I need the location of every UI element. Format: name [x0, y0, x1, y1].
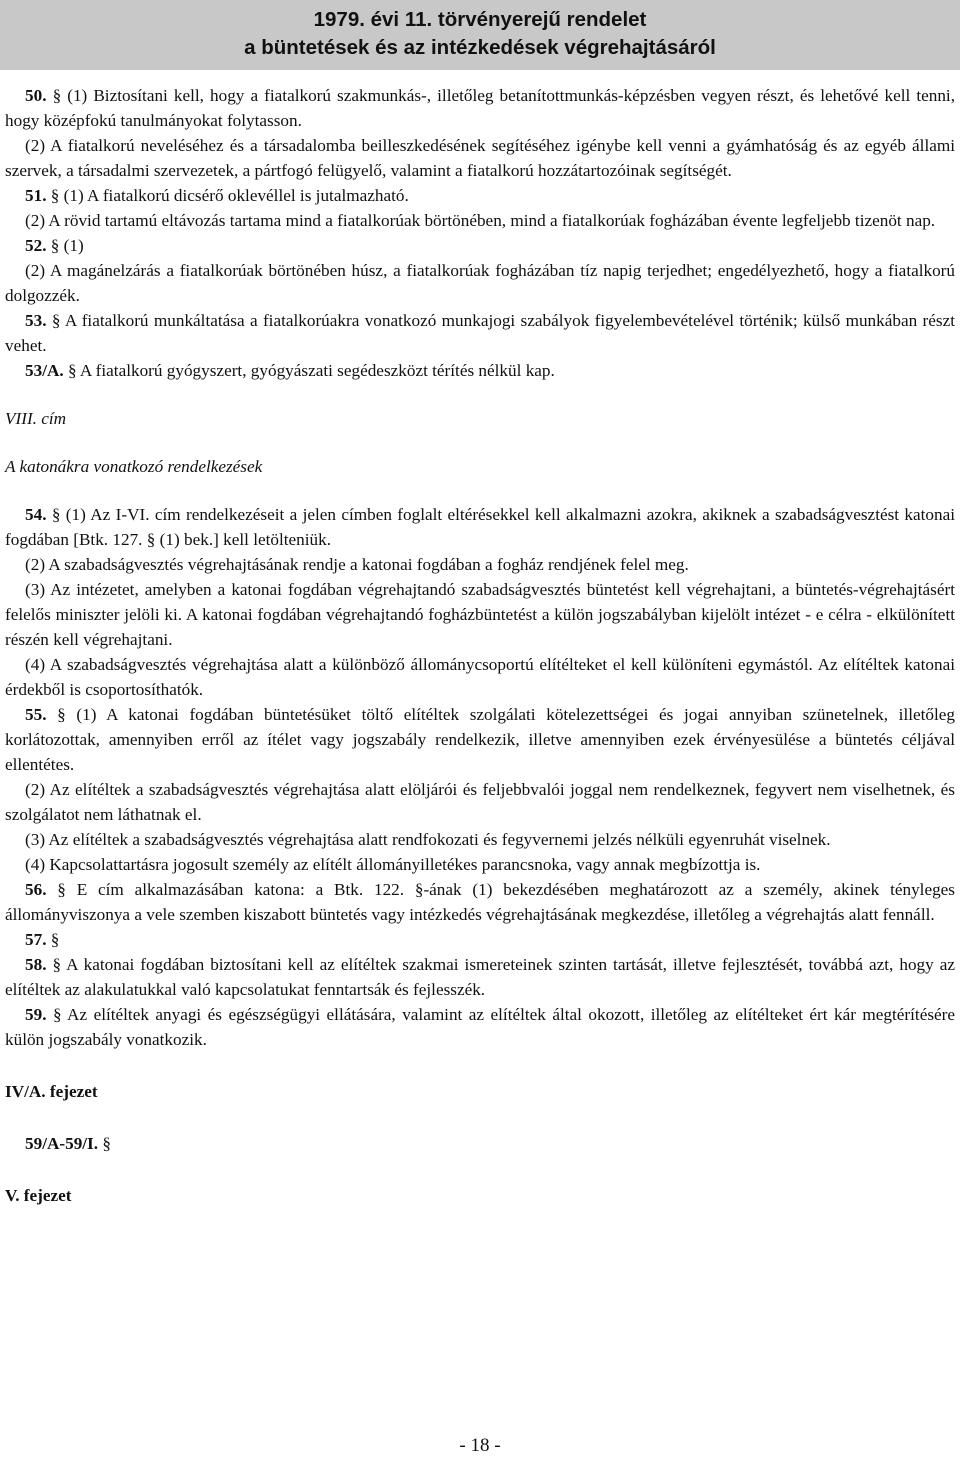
section-number: 57. [25, 930, 47, 949]
paragraph-52 [5, 233, 955, 258]
paragraph-59a-59i [5, 1131, 955, 1156]
section-number: 53. [25, 311, 47, 330]
paragraph-59 [5, 1002, 955, 1052]
section-number: 56. [25, 880, 47, 899]
paragraph-54 [5, 502, 955, 552]
section-number: 54. [25, 505, 47, 524]
paragraph-text: § Az elítéltek anyagi és egészségügyi ellátására, valamint az elítéltek által okozott, illetőleg az elítélteket ért kár megtérítésére külön jogszabály vonatkozik. [5, 1005, 955, 1049]
paragraph-52-2: (2) A magánelzárás a fiatalkorúak börtönében húsz, a fiatalkorúak fogházában tíz napig terjedhet; engedélyezhető, hogy a fiatalkorú dolgozzék. [5, 261, 955, 305]
paragraph-text: § A fiatalkorú munkáltatása a fiatalkorúakra vonatkozó munkajogi szabályok figyelembevételével történik; külső munkában részt vehet. [5, 311, 955, 355]
paragraph-55-2: (2) Az elítéltek a szabadságvesztés végrehajtása alatt elöljárói és feljebbvalói joggal nem rendelkeznek, fegyvert nem viselhetnek, és szolgálatot nem láthatnak el. [5, 780, 955, 824]
chapter-v-heading: V. fejezet [5, 1186, 72, 1205]
paragraph-54-3: (3) Az intézetet, amelyben a katonai fogdában végrehajtandó szabadságvesztés büntetést kell végrehajtani, a büntetés-végrehajtásért felelős miniszter jelöli ki. A katonai fogdában végrehajtandó fogházbüntetést a külön jogszabályban kijelölt intézet - e célra - elkülönített részén kell végrehajtani. [5, 580, 955, 649]
paragraph-text: § [50, 930, 60, 949]
paragraph-53 [5, 308, 955, 358]
paragraph-57 [5, 927, 955, 952]
document-header [0, 0, 960, 70]
paragraph-text: § [102, 1134, 111, 1153]
paragraph-text: § (1) [50, 236, 84, 255]
paragraph-54-4: (4) A szabadságvesztés végrehajtása alatt a különböző állománycsoportú elítélteket el kell különíteni egymástól. Az elítéltek katonai érdekből is csoportosíthatók. [5, 655, 955, 699]
paragraph-51 [5, 183, 955, 208]
paragraph-55 [5, 702, 955, 777]
paragraph-53a [5, 358, 955, 383]
section-number: 50. [25, 86, 47, 105]
paragraph-text: § (1) A fiatalkorú dicsérő oklevéllel is jutalmazható. [50, 186, 409, 205]
section-number: 59/A-59/I. [25, 1134, 99, 1153]
paragraph-50-2: (2) A fiatalkorú neveléséhez és a társadalomba beilleszkedésének segítéséhez igénybe kell venni a gyámhatóság és az egyéb állami szervek, a társadalmi szervezetek, a pártfogó felügyelő, valamint a fiatalkorú hozzátartozóinak segítségét. [5, 136, 955, 180]
paragraph-55-4: (4) Kapcsolattartásra jogosult személy az elítélt állományilletékes parancsnoka, vagy annak megbízottja is. [25, 855, 761, 874]
paragraph-51-2: (2) A rövid tartamú eltávozás tartama mind a fiatalkorúak börtönében, mind a fiatalkorúak fogházában évente legfeljebb tizenöt nap. [25, 211, 936, 230]
section-number: 51. [25, 186, 47, 205]
paragraph-56 [5, 877, 955, 927]
header-title-line-1: 1979. évi 11. törvényerejű rendelet [313, 8, 647, 31]
paragraph-text: § A fiatalkorú gyógyszert, gyógyászati segédeszközt térítés nélkül kap. [67, 361, 555, 380]
document-body [5, 83, 955, 1208]
page-number: - 18 - [459, 1435, 501, 1456]
section-number: 58. [25, 955, 47, 974]
paragraph-54-2: (2) A szabadságvesztés végrehajtásának rendje a katonai fogdában a fogház rendjének felel meg. [25, 555, 689, 574]
chapter-iv-a-heading: IV/A. fejezet [5, 1082, 98, 1101]
section-viii-label: VIII. cím [5, 409, 67, 428]
paragraph-55-3: (3) Az elítéltek a szabadságvesztés végrehajtása alatt rendfokozati és fegyvernemi jelzés nélküli egyenruhát viselnek. [25, 830, 831, 849]
paragraph-text: § (1) Biztosítani kell, hogy a fiatalkorú szakmunkás-, illetőleg betanítottmunkás-képzésben vegyen részt, és lehetővé kell tenni, hogy középfokú tanulmányokat folytasson. [5, 86, 956, 130]
section-number: 52. [25, 236, 47, 255]
paragraph-58 [5, 952, 955, 1002]
header-title-line-2: a büntetések és az intézkedések végrehajtásáról [244, 36, 716, 59]
paragraph-text: § A katonai fogdában biztosítani kell az elítéltek szakmai ismereteinek szinten tartását, illetve fejlesztését, továbbá azt, hogy az elítéltek az alakulatukkal való kapcsolatukat fenntartsák és fejlesszék. [5, 955, 956, 999]
paragraph-50 [5, 83, 955, 133]
section-number: 55. [25, 705, 47, 724]
section-number: 59. [25, 1005, 47, 1024]
section-number: 53/A. [25, 361, 64, 380]
paragraph-text: § (1) Az I-VI. cím rendelkezéseit a jelen címben foglalt eltérésekkel kell alkalmazni azokra, akiknek a szabadságvesztést katonai fogdában [Btk. 127. § (1) bek.] kell letölteniük. [5, 505, 955, 549]
paragraph-text: § (1) A katonai fogdában büntetésüket töltő elítéltek szolgálati kötelezettségei és jogai annyiban szünetelnek, illetőleg korlátozottak, amennyiben erről az ítélet vagy jogszabály rendelkezik, illetve amennyiben ezek érvényesülése a büntetés céljával ellentétes. [5, 705, 956, 774]
paragraph-text: § E cím alkalmazásában katona: a Btk. 122. §-ának (1) bekezdésében meghatározott az a személy, akinek tényleges állományviszonya a vele szemben kiszabott büntetés vagy intézkedés végrehajtásának megkezdése, illetőleg a végrehajtás alatt fennáll. [5, 880, 955, 924]
section-viii-title: A katonákra vonatkozó rendelkezések [5, 457, 263, 476]
